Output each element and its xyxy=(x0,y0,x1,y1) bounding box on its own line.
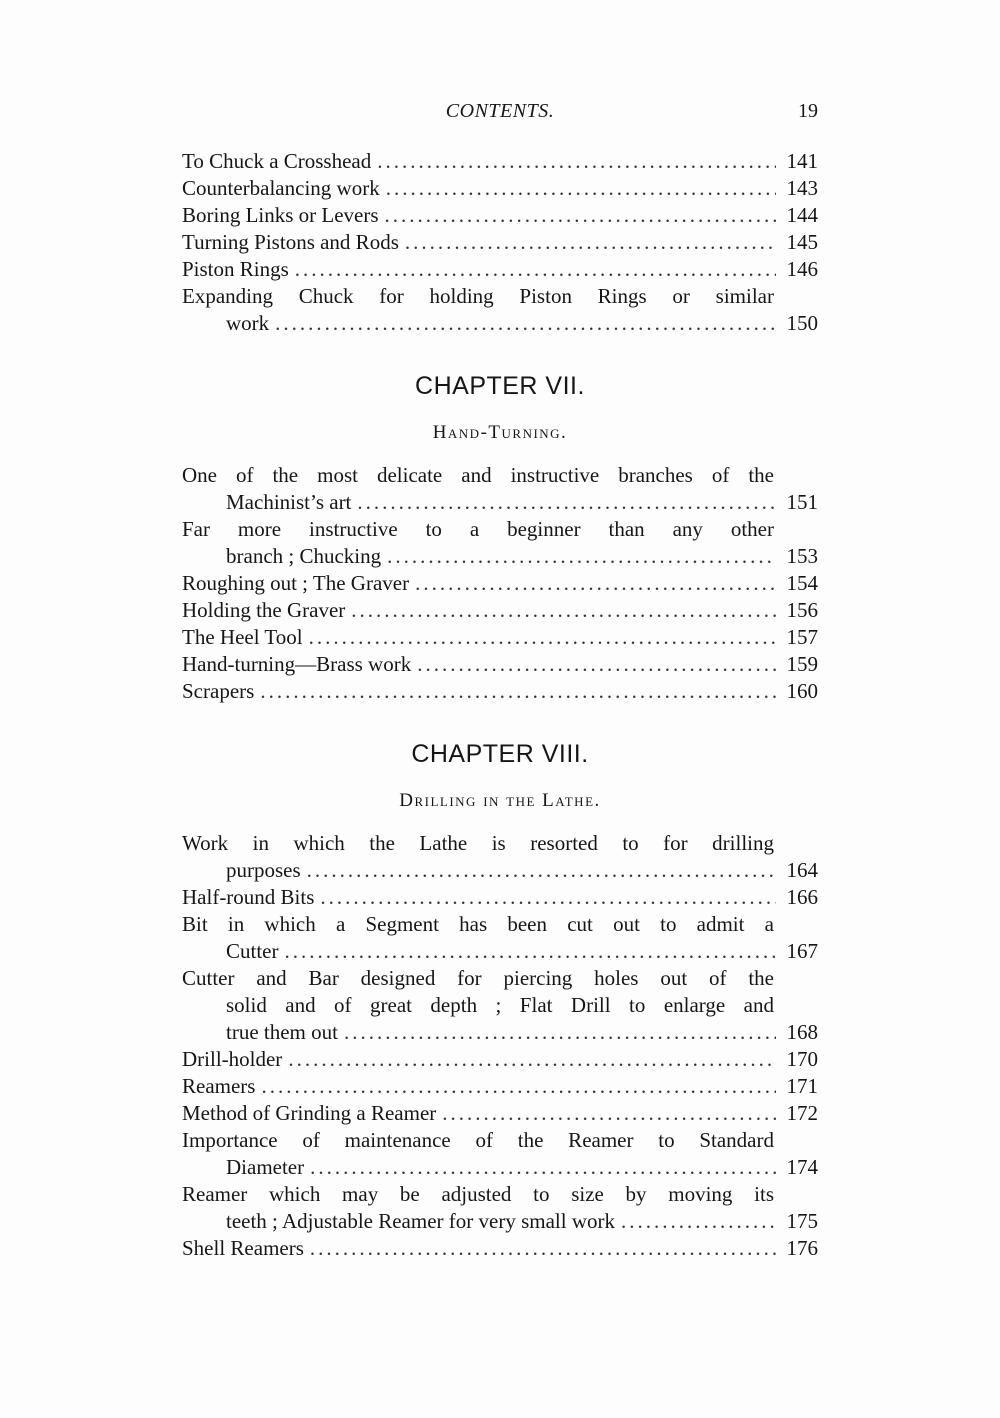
toc-entry xyxy=(182,1181,818,1235)
toc-entry-text: To Chuck a Crosshead xyxy=(182,149,372,173)
toc-entry xyxy=(182,651,818,678)
toc-entry-line xyxy=(182,857,818,884)
toc-entry xyxy=(182,830,818,884)
toc-entry-line xyxy=(182,175,818,202)
toc-entry xyxy=(182,256,818,283)
toc-page-number: 160 xyxy=(786,679,818,703)
toc-entry-line xyxy=(182,1127,818,1154)
toc-entry-line xyxy=(182,256,818,283)
toc-entry-text: purposes xyxy=(226,858,301,882)
toc-entry-line xyxy=(182,543,818,570)
toc-entry-line xyxy=(182,229,818,256)
toc-entry xyxy=(182,229,818,256)
dot-leader xyxy=(415,570,776,597)
toc-page-number: 157 xyxy=(786,625,818,649)
toc-entry-line xyxy=(182,830,818,857)
toc-page-number: 172 xyxy=(786,1101,818,1125)
toc-entry xyxy=(182,1235,818,1262)
toc-entry-text: Counterbalancing work xyxy=(182,176,380,200)
toc-entry xyxy=(182,462,818,516)
toc-entry-text: Hand-turning—Brass work xyxy=(182,652,412,676)
toc-entry-text: Half-round Bits xyxy=(182,885,315,909)
toc-page-number: 141 xyxy=(786,149,818,173)
toc-entry-line xyxy=(182,678,818,705)
toc-entry-text: work xyxy=(226,311,270,335)
dot-leader xyxy=(261,1073,776,1100)
toc-entry xyxy=(182,1100,818,1127)
toc-entry-text: branch ; Chucking xyxy=(226,544,382,568)
dot-leader xyxy=(285,938,777,965)
toc-entry-text: Turning Pistons and Rods xyxy=(182,230,399,254)
toc-entry-line xyxy=(182,597,818,624)
toc-entry-text: solid and of great depth ; Flat Drill to enlarge and xyxy=(226,993,774,1017)
toc-section-top xyxy=(182,148,818,337)
toc-page-number: 146 xyxy=(786,257,818,281)
toc-entry xyxy=(182,1127,818,1181)
dot-leader xyxy=(442,1100,776,1127)
toc-page-number: 167 xyxy=(786,939,818,963)
toc-entry-line xyxy=(182,1208,818,1235)
dot-leader xyxy=(357,489,776,516)
dot-leader xyxy=(344,1019,776,1046)
toc-page-number: 156 xyxy=(786,598,818,622)
toc-page-number: 151 xyxy=(786,490,818,514)
toc-entry-line xyxy=(182,148,818,175)
toc-entry-line xyxy=(182,1100,818,1127)
toc-entry-text: Scrapers xyxy=(182,679,255,703)
toc-entry-text: teeth ; Adjustable Reamer for very small work xyxy=(226,1209,615,1233)
toc-entry-line xyxy=(182,310,818,337)
dot-leader xyxy=(295,256,776,283)
dot-leader xyxy=(310,1235,776,1262)
dot-leader xyxy=(405,229,776,256)
toc-entry xyxy=(182,202,818,229)
toc-entry-line xyxy=(182,1235,818,1262)
toc-entry xyxy=(182,884,818,911)
toc-page-number: 164 xyxy=(786,858,818,882)
dot-leader xyxy=(310,1154,776,1181)
toc-entry xyxy=(182,1073,818,1100)
dot-leader xyxy=(309,624,776,651)
toc-entry-text: Cutter and Bar designed for piercing holes out of the xyxy=(182,966,774,990)
toc-entry-line xyxy=(182,992,818,1019)
dot-leader xyxy=(621,1208,776,1235)
dot-leader xyxy=(386,175,776,202)
toc-entry-line xyxy=(182,911,818,938)
toc-entry-text: Cutter xyxy=(226,939,279,963)
toc-entry-line xyxy=(182,1154,818,1181)
toc-entry-text: Reamer which may be adjusted to size by moving its xyxy=(182,1182,774,1206)
toc-page-number: 153 xyxy=(786,544,818,568)
toc-page-number: 174 xyxy=(786,1155,818,1179)
toc-page-number: 168 xyxy=(786,1020,818,1044)
toc-entry-text: Method of Grinding a Reamer xyxy=(182,1101,437,1125)
toc-entry-line xyxy=(182,1046,818,1073)
toc-entry-line xyxy=(182,1073,818,1100)
toc-page-number: 171 xyxy=(786,1074,818,1098)
dot-leader xyxy=(260,678,776,705)
toc-page-number: 154 xyxy=(786,571,818,595)
toc-entry xyxy=(182,516,818,570)
toc-entry-line xyxy=(182,624,818,651)
toc-page-number: 175 xyxy=(786,1209,818,1233)
toc-entry-text: true them out xyxy=(226,1020,338,1044)
toc-entry xyxy=(182,148,818,175)
dot-leader xyxy=(320,884,776,911)
toc-entry-text: Importance of maintenance of the Reamer to Standard xyxy=(182,1128,774,1152)
dot-leader xyxy=(385,202,776,229)
toc-entry-text: Boring Links or Levers xyxy=(182,203,379,227)
toc-entry-text: Reamers xyxy=(182,1074,256,1098)
toc-entry-text: Far more instructive to a beginner than any other xyxy=(182,517,774,541)
toc-entry xyxy=(182,570,818,597)
running-title: CONTENTS. xyxy=(445,100,555,122)
dot-leader xyxy=(307,857,776,884)
toc-entry-line xyxy=(182,202,818,229)
toc-entry-line xyxy=(182,1181,818,1208)
page-header xyxy=(182,100,818,126)
page-number: 19 xyxy=(798,100,818,122)
dot-leader xyxy=(417,651,776,678)
toc-entry-line xyxy=(182,516,818,543)
toc-entry-text: Holding the Graver xyxy=(182,598,346,622)
toc-page-number: 144 xyxy=(786,203,818,227)
chapter-heading: CHAPTER VII. xyxy=(415,372,585,400)
toc-entry-text: Piston Rings xyxy=(182,257,289,281)
toc-entry-line xyxy=(182,938,818,965)
dot-leader xyxy=(351,597,776,624)
toc-entry-line xyxy=(182,884,818,911)
chapter-subtitle: Drilling in the Lathe. xyxy=(399,790,601,811)
dot-leader xyxy=(387,543,776,570)
toc-entry xyxy=(182,965,818,1046)
toc-section-chapter-8 xyxy=(182,830,818,1262)
dot-leader xyxy=(288,1046,776,1073)
toc-entry-text: Expanding Chuck for holding Piston Rings or similar xyxy=(182,284,774,308)
toc-entry-text: Machinist’s art xyxy=(226,490,352,514)
toc-page-number: 143 xyxy=(786,176,818,200)
toc-page-number: 159 xyxy=(786,652,818,676)
toc-entry xyxy=(182,597,818,624)
toc-entry-text: Roughing out ; The Graver xyxy=(182,571,410,595)
toc-entry xyxy=(182,1046,818,1073)
toc-entry-line xyxy=(182,965,818,992)
toc-entry-line xyxy=(182,570,818,597)
toc-entry xyxy=(182,911,818,965)
toc-entry xyxy=(182,678,818,705)
toc-entry-text: Drill-holder xyxy=(182,1047,283,1071)
toc-entry-line xyxy=(182,462,818,489)
toc-entry-line xyxy=(182,1019,818,1046)
toc-entry-line xyxy=(182,489,818,516)
toc-page-number: 145 xyxy=(786,230,818,254)
toc-section-chapter-7 xyxy=(182,462,818,705)
toc-page-number: 150 xyxy=(786,311,818,335)
toc-entry xyxy=(182,175,818,202)
toc-page-number: 176 xyxy=(786,1236,818,1260)
toc-page-number: 166 xyxy=(786,885,818,909)
toc-entry-text: The Heel Tool xyxy=(182,625,303,649)
toc-entry-text: Diameter xyxy=(226,1155,305,1179)
toc-entry xyxy=(182,283,818,337)
toc-entry xyxy=(182,624,818,651)
toc-entry-line xyxy=(182,283,818,310)
toc-entry-text: One of the most delicate and instructive branches of the xyxy=(182,463,774,487)
toc-entry-text: Work in which the Lathe is resorted to for drilling xyxy=(182,831,774,855)
chapter-subtitle: Hand-Turning. xyxy=(432,422,568,443)
toc-entry-line xyxy=(182,651,818,678)
dot-leader xyxy=(275,310,776,337)
toc-entry-text: Bit in which a Segment has been cut out to admit a xyxy=(182,912,774,936)
chapter-heading: CHAPTER VIII. xyxy=(411,740,589,768)
toc-page-number: 170 xyxy=(786,1047,818,1071)
dot-leader xyxy=(377,148,776,175)
toc-entry-text: Shell Reamers xyxy=(182,1236,304,1260)
